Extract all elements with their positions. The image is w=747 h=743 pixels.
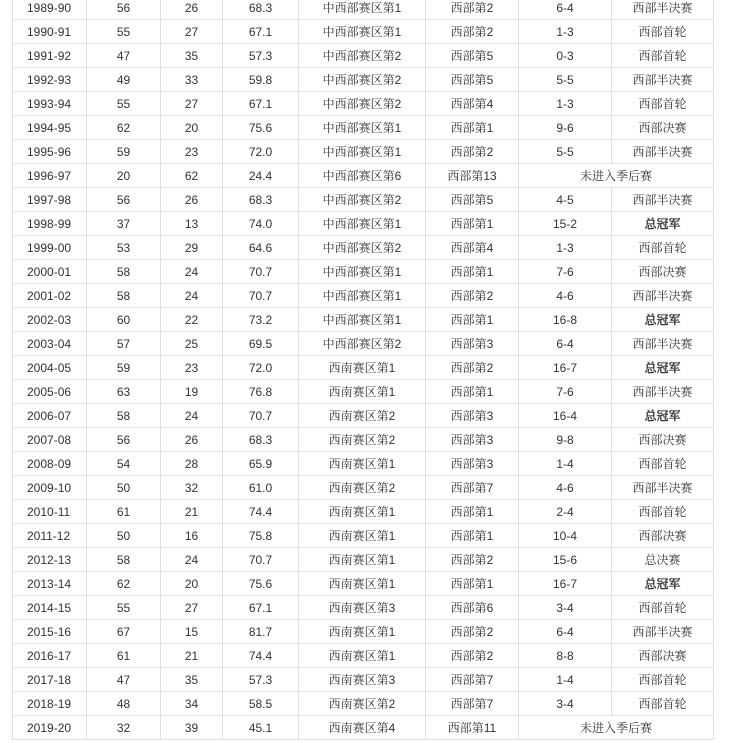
table-body	[13, 0, 714, 740]
losses-cell: 27	[161, 596, 223, 620]
conference-rank-cell: 西部第1	[426, 500, 519, 524]
wins-cell: 60	[87, 308, 161, 332]
playoff-record-cell: 7-6	[519, 380, 612, 404]
losses-cell: 23	[161, 356, 223, 380]
win-pct-cell: 75.6	[223, 572, 299, 596]
win-pct-cell: 24.4	[223, 164, 299, 188]
playoff-result-cell: 总冠军	[612, 356, 714, 380]
playoff-record-cell: 1-3	[519, 92, 612, 116]
wins-cell: 58	[87, 284, 161, 308]
division-rank-cell: 中西部赛区第1	[299, 0, 426, 20]
season-cell: 2012-13	[13, 548, 87, 572]
season-cell: 2019-20	[13, 716, 87, 740]
playoff-result-cell: 总冠军	[612, 212, 714, 236]
division-rank-cell: 西南赛区第2	[299, 476, 426, 500]
win-pct-cell: 67.1	[223, 92, 299, 116]
season-cell: 1991-92	[13, 44, 87, 68]
season-cell: 2014-15	[13, 596, 87, 620]
playoff-result-cell: 西部决赛	[612, 644, 714, 668]
wins-cell: 50	[87, 476, 161, 500]
playoff-record-cell: 9-8	[519, 428, 612, 452]
season-cell: 2009-10	[13, 476, 87, 500]
losses-cell: 23	[161, 140, 223, 164]
wins-cell: 57	[87, 332, 161, 356]
win-pct-cell: 68.3	[223, 188, 299, 212]
playoff-result-cell: 西部半决赛	[612, 476, 714, 500]
table-row	[13, 596, 714, 620]
win-pct-cell: 68.3	[223, 428, 299, 452]
playoff-record-cell: 16-8	[519, 308, 612, 332]
wins-cell: 49	[87, 68, 161, 92]
wins-cell: 54	[87, 452, 161, 476]
losses-cell: 26	[161, 188, 223, 212]
season-cell: 2013-14	[13, 572, 87, 596]
division-rank-cell: 西南赛区第1	[299, 620, 426, 644]
division-rank-cell: 西南赛区第3	[299, 668, 426, 692]
table-row	[13, 236, 714, 260]
playoff-record-cell: 5-5	[519, 68, 612, 92]
division-rank-cell: 西南赛区第4	[299, 716, 426, 740]
table-row	[13, 524, 714, 548]
conference-rank-cell: 西部第1	[426, 116, 519, 140]
wins-cell: 32	[87, 716, 161, 740]
conference-rank-cell: 西部第2	[426, 356, 519, 380]
playoff-result-cell: 总冠军	[612, 572, 714, 596]
division-rank-cell: 西南赛区第1	[299, 380, 426, 404]
division-rank-cell: 西南赛区第1	[299, 548, 426, 572]
playoff-result-cell: 西部半决赛	[612, 68, 714, 92]
table-row	[13, 572, 714, 596]
season-cell: 2007-08	[13, 428, 87, 452]
losses-cell: 28	[161, 452, 223, 476]
playoff-result-cell: 总冠军	[612, 404, 714, 428]
season-cell: 2016-17	[13, 644, 87, 668]
wins-cell: 47	[87, 668, 161, 692]
conference-rank-cell: 西部第2	[426, 620, 519, 644]
playoff-result-cell: 西部半决赛	[612, 332, 714, 356]
conference-rank-cell: 西部第11	[426, 716, 519, 740]
playoff-result-cell: 西部半决赛	[612, 620, 714, 644]
win-pct-cell: 74.4	[223, 644, 299, 668]
losses-cell: 25	[161, 332, 223, 356]
losses-cell: 24	[161, 548, 223, 572]
playoff-result-cell: 西部半决赛	[612, 0, 714, 20]
season-cell: 2000-01	[13, 260, 87, 284]
division-rank-cell: 中西部赛区第1	[299, 140, 426, 164]
wins-cell: 61	[87, 644, 161, 668]
losses-cell: 26	[161, 0, 223, 20]
playoff-record-cell: 1-4	[519, 668, 612, 692]
playoff-result-cell: 西部半决赛	[612, 380, 714, 404]
win-pct-cell: 73.2	[223, 308, 299, 332]
table-row	[13, 68, 714, 92]
season-cell: 2015-16	[13, 620, 87, 644]
season-cell: 2004-05	[13, 356, 87, 380]
division-rank-cell: 西南赛区第2	[299, 428, 426, 452]
win-pct-cell: 70.7	[223, 404, 299, 428]
win-pct-cell: 74.0	[223, 212, 299, 236]
table-row	[13, 548, 714, 572]
table-row	[13, 332, 714, 356]
win-pct-cell: 68.3	[223, 0, 299, 20]
conference-rank-cell: 西部第4	[426, 92, 519, 116]
conference-rank-cell: 西部第1	[426, 308, 519, 332]
table-row	[13, 140, 714, 164]
playoff-result-cell: 西部半决赛	[612, 284, 714, 308]
losses-cell: 35	[161, 668, 223, 692]
table-row	[13, 620, 714, 644]
playoff-result-cell: 总决赛	[612, 548, 714, 572]
conference-rank-cell: 西部第13	[426, 164, 519, 188]
table-row	[13, 404, 714, 428]
season-cell: 2017-18	[13, 668, 87, 692]
table-row	[13, 20, 714, 44]
playoff-result-cell: 西部决赛	[612, 116, 714, 140]
playoff-result-cell: 西部首轮	[612, 668, 714, 692]
win-pct-cell: 76.8	[223, 380, 299, 404]
division-rank-cell: 西南赛区第1	[299, 356, 426, 380]
conference-rank-cell: 西部第1	[426, 572, 519, 596]
table-row	[13, 164, 714, 188]
wins-cell: 50	[87, 524, 161, 548]
playoff-record-cell: 2-4	[519, 500, 612, 524]
win-pct-cell: 67.1	[223, 20, 299, 44]
wins-cell: 63	[87, 380, 161, 404]
table-row	[13, 260, 714, 284]
division-rank-cell: 中西部赛区第1	[299, 260, 426, 284]
losses-cell: 35	[161, 44, 223, 68]
wins-cell: 55	[87, 20, 161, 44]
playoff-record-cell: 3-4	[519, 692, 612, 716]
playoff-result-cell: 西部首轮	[612, 236, 714, 260]
playoff-record-cell: 6-4	[519, 332, 612, 356]
season-records-table	[12, 0, 714, 740]
playoff-result-cell: 西部首轮	[612, 92, 714, 116]
season-cell: 2006-07	[13, 404, 87, 428]
losses-cell: 20	[161, 572, 223, 596]
losses-cell: 15	[161, 620, 223, 644]
season-cell: 1998-99	[13, 212, 87, 236]
wins-cell: 59	[87, 140, 161, 164]
table-row	[13, 92, 714, 116]
playoff-record-cell: 7-6	[519, 260, 612, 284]
wins-cell: 58	[87, 260, 161, 284]
conference-rank-cell: 西部第5	[426, 188, 519, 212]
conference-rank-cell: 西部第1	[426, 524, 519, 548]
win-pct-cell: 45.1	[223, 716, 299, 740]
division-rank-cell: 中西部赛区第2	[299, 188, 426, 212]
win-pct-cell: 70.7	[223, 284, 299, 308]
losses-cell: 27	[161, 20, 223, 44]
division-rank-cell: 西南赛区第1	[299, 524, 426, 548]
conference-rank-cell: 西部第7	[426, 476, 519, 500]
conference-rank-cell: 西部第2	[426, 20, 519, 44]
playoff-record-cell: 4-5	[519, 188, 612, 212]
playoff-record-cell: 1-3	[519, 236, 612, 260]
win-pct-cell: 65.9	[223, 452, 299, 476]
playoff-record-cell: 8-8	[519, 644, 612, 668]
playoff-result-cell: 西部首轮	[612, 20, 714, 44]
table-row	[13, 668, 714, 692]
division-rank-cell: 中西部赛区第1	[299, 20, 426, 44]
win-pct-cell: 58.5	[223, 692, 299, 716]
season-cell: 1997-98	[13, 188, 87, 212]
conference-rank-cell: 西部第5	[426, 44, 519, 68]
playoff-record-cell: 3-4	[519, 596, 612, 620]
season-cell: 1989-90	[13, 0, 87, 20]
win-pct-cell: 70.7	[223, 548, 299, 572]
playoff-record-cell: 9-6	[519, 116, 612, 140]
season-cell: 2010-11	[13, 500, 87, 524]
conference-rank-cell: 西部第1	[426, 212, 519, 236]
season-cell: 2003-04	[13, 332, 87, 356]
losses-cell: 13	[161, 212, 223, 236]
wins-cell: 20	[87, 164, 161, 188]
table-row	[13, 452, 714, 476]
table-row	[13, 0, 714, 20]
playoff-record-cell: 16-7	[519, 356, 612, 380]
playoff-record-cell: 0-3	[519, 44, 612, 68]
season-cell: 2002-03	[13, 308, 87, 332]
losses-cell: 21	[161, 500, 223, 524]
playoff-result-cell: 西部决赛	[612, 524, 714, 548]
season-cell: 2005-06	[13, 380, 87, 404]
season-cell: 1995-96	[13, 140, 87, 164]
no-playoff-cell: 未进入季后赛	[519, 716, 714, 740]
win-pct-cell: 64.6	[223, 236, 299, 260]
conference-rank-cell: 西部第2	[426, 284, 519, 308]
division-rank-cell: 中西部赛区第1	[299, 308, 426, 332]
season-cell: 1990-91	[13, 20, 87, 44]
losses-cell: 29	[161, 236, 223, 260]
playoff-record-cell: 15-2	[519, 212, 612, 236]
division-rank-cell: 中西部赛区第2	[299, 92, 426, 116]
win-pct-cell: 75.6	[223, 116, 299, 140]
win-pct-cell: 57.3	[223, 668, 299, 692]
table-row	[13, 692, 714, 716]
table-row	[13, 188, 714, 212]
wins-cell: 55	[87, 92, 161, 116]
playoff-record-cell: 1-4	[519, 452, 612, 476]
wins-cell: 55	[87, 596, 161, 620]
division-rank-cell: 西南赛区第2	[299, 404, 426, 428]
division-rank-cell: 西南赛区第1	[299, 452, 426, 476]
conference-rank-cell: 西部第1	[426, 260, 519, 284]
season-cell: 2018-19	[13, 692, 87, 716]
playoff-record-cell: 4-6	[519, 476, 612, 500]
losses-cell: 19	[161, 380, 223, 404]
wins-cell: 48	[87, 692, 161, 716]
losses-cell: 16	[161, 524, 223, 548]
division-rank-cell: 中西部赛区第2	[299, 332, 426, 356]
division-rank-cell: 中西部赛区第6	[299, 164, 426, 188]
season-cell: 1992-93	[13, 68, 87, 92]
losses-cell: 32	[161, 476, 223, 500]
wins-cell: 37	[87, 212, 161, 236]
playoff-result-cell: 西部决赛	[612, 260, 714, 284]
wins-cell: 67	[87, 620, 161, 644]
wins-cell: 56	[87, 0, 161, 20]
wins-cell: 53	[87, 236, 161, 260]
playoff-result-cell: 总冠军	[612, 308, 714, 332]
table-row	[13, 212, 714, 236]
losses-cell: 24	[161, 404, 223, 428]
table-row	[13, 500, 714, 524]
win-pct-cell: 59.8	[223, 68, 299, 92]
season-cell: 2008-09	[13, 452, 87, 476]
table-row	[13, 380, 714, 404]
wins-cell: 62	[87, 572, 161, 596]
table-row	[13, 116, 714, 140]
losses-cell: 62	[161, 164, 223, 188]
playoff-record-cell: 16-7	[519, 572, 612, 596]
table-row	[13, 308, 714, 332]
wins-cell: 47	[87, 44, 161, 68]
losses-cell: 21	[161, 644, 223, 668]
playoff-result-cell: 西部首轮	[612, 452, 714, 476]
season-cell: 1996-97	[13, 164, 87, 188]
win-pct-cell: 67.1	[223, 596, 299, 620]
playoff-record-cell: 15-6	[519, 548, 612, 572]
losses-cell: 26	[161, 428, 223, 452]
season-cell: 2011-12	[13, 524, 87, 548]
division-rank-cell: 西南赛区第2	[299, 692, 426, 716]
division-rank-cell: 中西部赛区第2	[299, 236, 426, 260]
win-pct-cell: 81.7	[223, 620, 299, 644]
conference-rank-cell: 西部第1	[426, 380, 519, 404]
no-playoff-cell: 未进入季后赛	[519, 164, 714, 188]
conference-rank-cell: 西部第3	[426, 332, 519, 356]
table-row	[13, 356, 714, 380]
conference-rank-cell: 西部第3	[426, 428, 519, 452]
losses-cell: 24	[161, 284, 223, 308]
losses-cell: 20	[161, 116, 223, 140]
wins-cell: 59	[87, 356, 161, 380]
division-rank-cell: 西南赛区第1	[299, 572, 426, 596]
wins-cell: 58	[87, 548, 161, 572]
playoff-record-cell: 6-4	[519, 0, 612, 20]
playoff-result-cell: 西部首轮	[612, 692, 714, 716]
division-rank-cell: 西南赛区第3	[299, 596, 426, 620]
conference-rank-cell: 西部第2	[426, 548, 519, 572]
playoff-result-cell: 西部半决赛	[612, 188, 714, 212]
conference-rank-cell: 西部第2	[426, 644, 519, 668]
playoff-result-cell: 西部首轮	[612, 500, 714, 524]
losses-cell: 33	[161, 68, 223, 92]
playoff-result-cell: 西部决赛	[612, 428, 714, 452]
playoff-result-cell: 西部半决赛	[612, 140, 714, 164]
division-rank-cell: 西南赛区第1	[299, 500, 426, 524]
division-rank-cell: 中西部赛区第1	[299, 212, 426, 236]
table-row	[13, 284, 714, 308]
playoff-record-cell: 4-6	[519, 284, 612, 308]
season-cell: 1994-95	[13, 116, 87, 140]
losses-cell: 34	[161, 692, 223, 716]
table-row	[13, 428, 714, 452]
win-pct-cell: 57.3	[223, 44, 299, 68]
win-pct-cell: 70.7	[223, 260, 299, 284]
conference-rank-cell: 西部第7	[426, 668, 519, 692]
win-pct-cell: 74.4	[223, 500, 299, 524]
conference-rank-cell: 西部第3	[426, 404, 519, 428]
losses-cell: 39	[161, 716, 223, 740]
playoff-result-cell: 西部首轮	[612, 44, 714, 68]
table-row	[13, 44, 714, 68]
wins-cell: 56	[87, 188, 161, 212]
playoff-record-cell: 10-4	[519, 524, 612, 548]
conference-rank-cell: 西部第7	[426, 692, 519, 716]
division-rank-cell: 西南赛区第1	[299, 644, 426, 668]
conference-rank-cell: 西部第2	[426, 0, 519, 20]
table-row	[13, 476, 714, 500]
losses-cell: 27	[161, 92, 223, 116]
conference-rank-cell: 西部第3	[426, 452, 519, 476]
conference-rank-cell: 西部第4	[426, 236, 519, 260]
wins-cell: 62	[87, 116, 161, 140]
season-cell: 1999-00	[13, 236, 87, 260]
table-row	[13, 644, 714, 668]
playoff-record-cell: 1-3	[519, 20, 612, 44]
playoff-record-cell: 5-5	[519, 140, 612, 164]
season-cell: 1993-94	[13, 92, 87, 116]
losses-cell: 24	[161, 260, 223, 284]
division-rank-cell: 中西部赛区第1	[299, 116, 426, 140]
wins-cell: 58	[87, 404, 161, 428]
playoff-record-cell: 16-4	[519, 404, 612, 428]
division-rank-cell: 中西部赛区第2	[299, 68, 426, 92]
losses-cell: 22	[161, 308, 223, 332]
conference-rank-cell: 西部第2	[426, 140, 519, 164]
playoff-result-cell: 西部首轮	[612, 596, 714, 620]
conference-rank-cell: 西部第5	[426, 68, 519, 92]
wins-cell: 61	[87, 500, 161, 524]
division-rank-cell: 中西部赛区第1	[299, 284, 426, 308]
win-pct-cell: 61.0	[223, 476, 299, 500]
conference-rank-cell: 西部第6	[426, 596, 519, 620]
win-pct-cell: 75.8	[223, 524, 299, 548]
playoff-record-cell: 6-4	[519, 620, 612, 644]
season-cell: 2001-02	[13, 284, 87, 308]
division-rank-cell: 中西部赛区第2	[299, 44, 426, 68]
season-records-table-wrapper	[12, 0, 714, 740]
win-pct-cell: 69.5	[223, 332, 299, 356]
win-pct-cell: 72.0	[223, 140, 299, 164]
win-pct-cell: 72.0	[223, 356, 299, 380]
wins-cell: 56	[87, 428, 161, 452]
table-row	[13, 716, 714, 740]
